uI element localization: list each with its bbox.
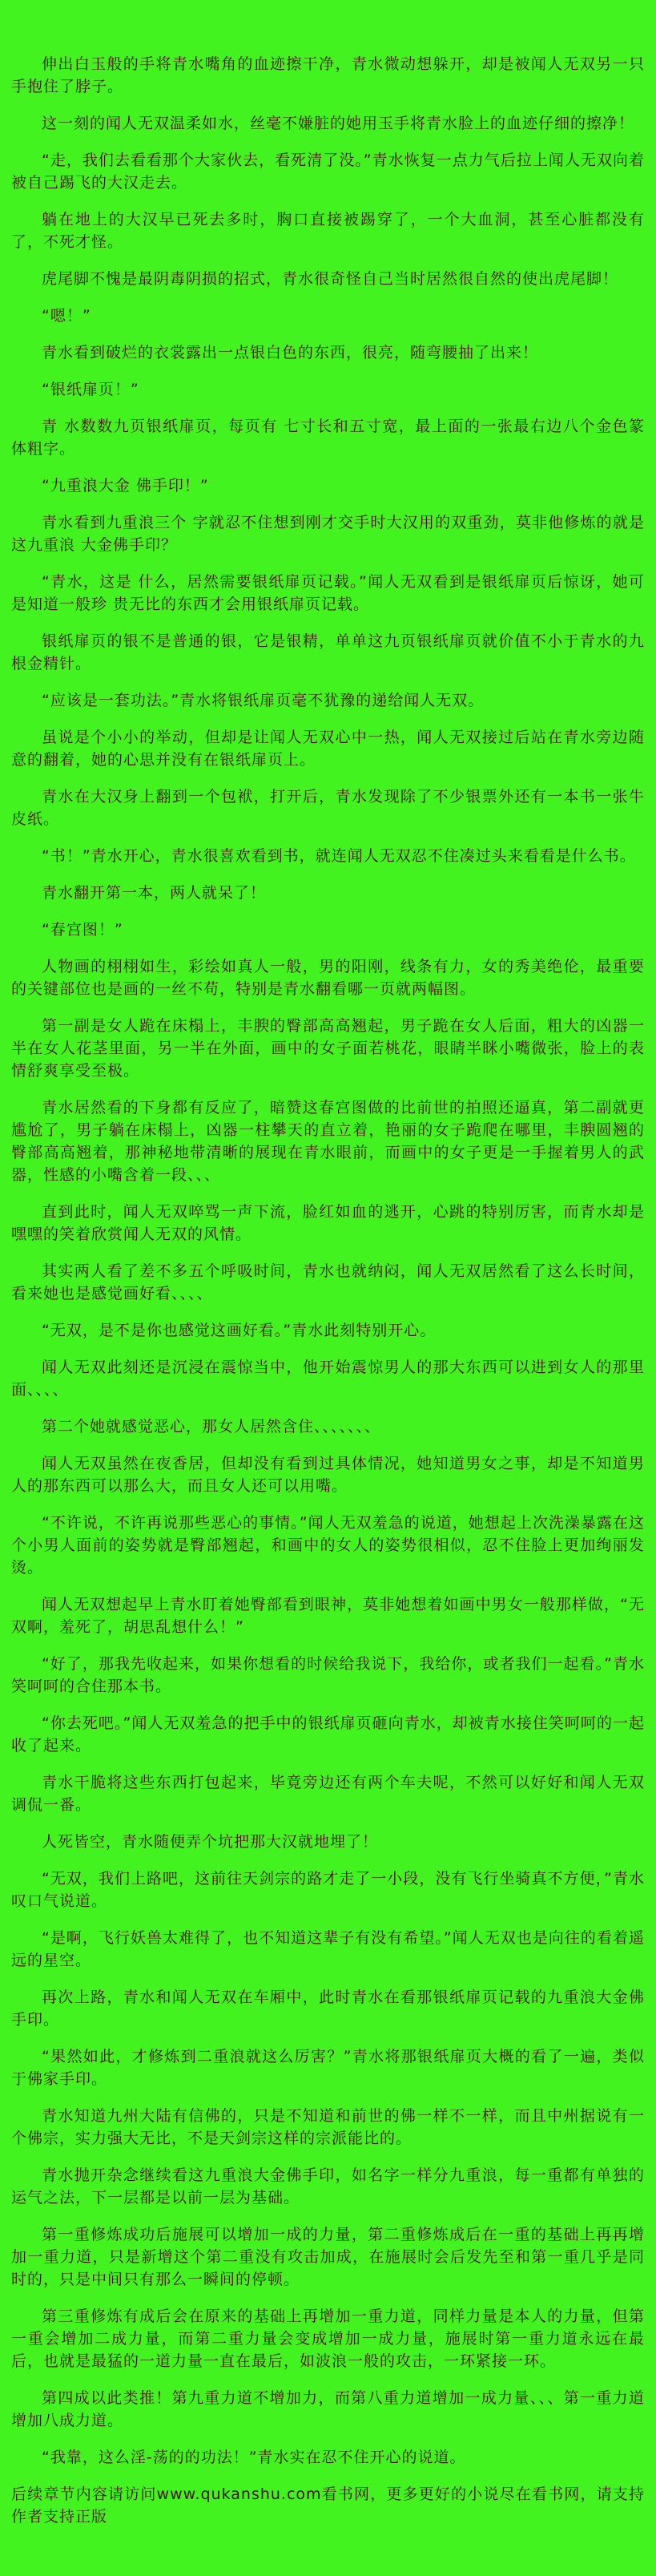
novel-paragraph: 躺在地上的大汉早已死去多时，胸口直接被踢穿了，一个大血洞，甚至心脏都没有了，不死才怪。 [11,211,645,251]
novel-paragraph: “好了，那我先收起来，如果你想看的时候给我说下，我给你，或者我们一起看。”青水笑呵呵的合住那本书。 [11,1655,645,1695]
novel-paragraph: “春宫图！” [42,921,123,939]
novel-paragraph: 人死皆空，青水随便弄个坑把那大汉就地埋了！ [42,1833,379,1851]
novel-paragraph: “九重浪大金 佛手印！” [42,477,209,495]
novel-paragraph: 闻人无双虽然在夜香居，但却没有看到过具体情况，她知道男女之事，却是不知道男人的那东西可以那么大，而且女人还可以用嘴。 [11,1455,645,1495]
novel-paragraph: 虎尾脚不愧是最阴毒阴损的招式，青水很奇怪自己当时居然很自然的使出虎尾脚！ [42,270,619,288]
novel-paragraph: 青水看到破烂的衣裳露出一点银白色的东西，很亮，随弯腰抽了出来！ [42,344,539,361]
novel-paragraph: 闻人无双此刻还是沉浸在震惊当中，他开始震惊男人的那大东西可以进到女人的那里面、、、、 [11,1359,645,1399]
novel-paragraph: 这一刻的闻人无双温柔如水，丝毫不嫌脏的她用玉手将青水脸上的血迹仔细的擦净！ [42,115,635,132]
novel-paragraph: “果然如此，才修炼到二重浪就这么厉害？”青水将那银纸扉页大概的看了一遍，类似于佛家手印。 [11,2048,645,2088]
novel-paragraph: “是啊，飞行妖兽太难得了，也不知道这辈子有没有希望。”闻人无双也是向往的看着遥远的星空。 [11,1929,645,1969]
novel-paragraph: 青水抛开杂念继续看这九重浪大金佛手印，如名字一样分九重浪，每一重都有单独的运气之法，下一层都是以前一层为基础。 [11,2166,645,2207]
novel-paragraph: “我靠，这么淫-荡的的功法！”青水实在忍不住开心的说道。 [42,2449,466,2466]
novel-paragraph: 直到此时，闻人无双啐骂一声下流，脸红如血的逃开，心跳的特别厉害，而青水却是嘿嘿的笑着欣赏闻人无双的风情。 [11,1203,645,1243]
novel-paragraph: 青水翻开第一本，两人就呆了！ [42,884,267,902]
novel-paragraph: 青水干脆将这些东西打包起来，毕竟旁边还有两个车夫呢，不然可以好好和闻人无双调侃一番。 [11,1774,645,1814]
novel-paragraph: “无双，我们上路吧，这前往天剑宗的路才走了一小段，没有飞行坐骑真不方便，”青水叹口气说道。 [11,1870,645,1910]
novel-paragraph: 第一副是女人跪在床榻上，丰腴的臀部高高翘起，男子跪在女人后面，粗大的凶器一半在女人花茎里面，另一半在外面，画中的女子面若桃花，眼睛半眯小嘴微张，脸上的表情舒爽享受至极。 [11,1017,645,1080]
novel-paragraph: 青水看到九重浪三个 字就忍不住想到刚才交手时大汉用的双重劲，莫非他修炼的就是这九重浪 大金佛手印？ [11,514,645,554]
footer-note: 后续章节内容请访问www.qukanshu.com看书网，更多更好的小说尽在看书网，请支持作者支持正版 [11,2485,645,2526]
novel-paragraph: 青水在大汉身上翻到一个包袱，打开后，青水发现除了不少银票外还有一本书一张牛皮纸。 [11,788,645,828]
novel-paragraph: 银纸扉页的银不是普通的银，它是银精，单单这九页银纸扉页就价值不小于青水的九根金精针。 [11,632,645,672]
novel-paragraph: 青水知道九州大陆有信佛的，只是不知道和前世的佛一样不一样，而且中州据说有一个佛宗，实力强大无比，不是天剑宗这样的宗派能比的。 [11,2107,645,2147]
novel-paragraph: 人物画的栩栩如生，彩绘如真人一般，男的阳刚，线条有力，女的秀美绝伦，最重要的关键部位也是画的一丝不苟，特别是青水翻看哪一页就两幅图。 [11,958,645,998]
novel-paragraph: 虽说是个小小的举动，但却是让闻人无双心中一热，闻人无双接过后站在青水旁边随意的翻着，她的心思并没有在银纸扉页上。 [11,729,645,769]
novel-paragraph: “应该是一套功法。”青水将银纸扉页毫不犹豫的递给闻人无双。 [42,692,485,709]
novel-paragraph: 青水居然看的下身都有反应了，暗赞这春宫图做的比前世的拍照还逼真，第二副就更尴尬了，男子躺在床榻上，凶器一柱攀天的直立着，艳丽的女子跪爬在哪里，丰腴圆翘的臀部高高翘着，那神秘地带清晰的展现在青水眼前，而画中的女子更是一手握着男人的武器，性感的小嘴含着一段、、、 [11,1099,645,1184]
novel-paragraph: “银纸扉页！” [42,381,139,398]
novel-paragraph: “青水，这是 什么，居然需要银纸扉页记载。”闻人无双看到是银纸扉页后惊讶，她可是知道一般珍 贵无比的东西才会用银纸扉页记载。 [11,573,645,613]
novel-paragraph: 青 水数数九页银纸扉页，每页有 七寸长和五寸宽，最上面的一张最右边八个金色篆体粗字。 [11,418,645,458]
novel-content [11,53,645,2528]
novel-paragraph: 再次上路，青水和闻人无双在车厢中，此时青水在看那银纸扉页记载的九重浪大金佛手印。 [11,1989,645,2029]
novel-paragraph: “书！”青水开心，青水很喜欢看到书，就连闻人无双忍不住凑过头来看看是什么书。 [42,847,636,865]
novel-paragraph: “无双，是不是你也感觉这画好看。”青水此刻特别开心。 [42,1322,437,1339]
novel-paragraph: 闻人无双想起早上青水盯着她臀部看到眼神，莫非她想着如画中男女一般那样做，“无双啊，羞死了，胡思乱想什么！” [11,1596,645,1636]
novel-paragraph: 伸出白玉般的手将青水嘴角的血迹擦干净，青水微动想躲开，却是被闻人无双另一只手抱住了脖子。 [11,55,645,95]
novel-paragraph: “不许说，不许再说那些恶心的事情。”闻人无双羞急的说道，她想起上次洗澡暴露在这个小男人面前的姿势就是臀部翘起，和画中的女人的姿势很相似，忍不住脸上更加绚丽发烫。 [11,1514,645,1577]
novel-paragraph: “嗯！” [42,307,91,325]
novel-paragraph: 第四成以此类推！第九重力道不增加力，而第八重力道增加一成力量、、、第一重力道增加八成力道。 [11,2389,645,2429]
novel-paragraph: 第三重修炼有成后会在原来的基础上再增加一重力道，同样力量是本人的力量，但第一重会增加二成力量，而第二重力量会变成增加一成力量，施展时第一重力道永远在最后，也就是最猛的一道力量一直在最后，如波浪一般的攻击，一环紧接一环。 [11,2307,645,2370]
novel-paragraph: 其实两人看了差不多五个呼吸时间，青水也就纳闷，闻人无双居然看了这么长时间，看来她也是感觉画好看、、、、 [11,1262,645,1302]
novel-paragraph: 第二个她就感觉恶心，那女人居然含住、、、、、、、 [42,1418,381,1435]
novel-paragraph: “你去死吧。”闻人无双羞急的把手中的银纸扉页砸向青水，却被青水接住笑呵呵的一起收了起来。 [11,1714,645,1754]
novel-paragraph: “走，我们去看看那个大家伙去，看死清了没。”青水恢复一点力气后拉上闻人无双向着被自己踢飞的大汉走去。 [11,151,645,192]
novel-paragraph: 第一重修炼成功后施展可以增加一成的力量，第二重修炼成后在一重的基础上再再增加一重力道，只是新增这个第二重没有攻击加成，在施展时会后发先至和第一重几乎是同时的，只是中间只有那么一瞬间的停顿。 [11,2226,645,2288]
